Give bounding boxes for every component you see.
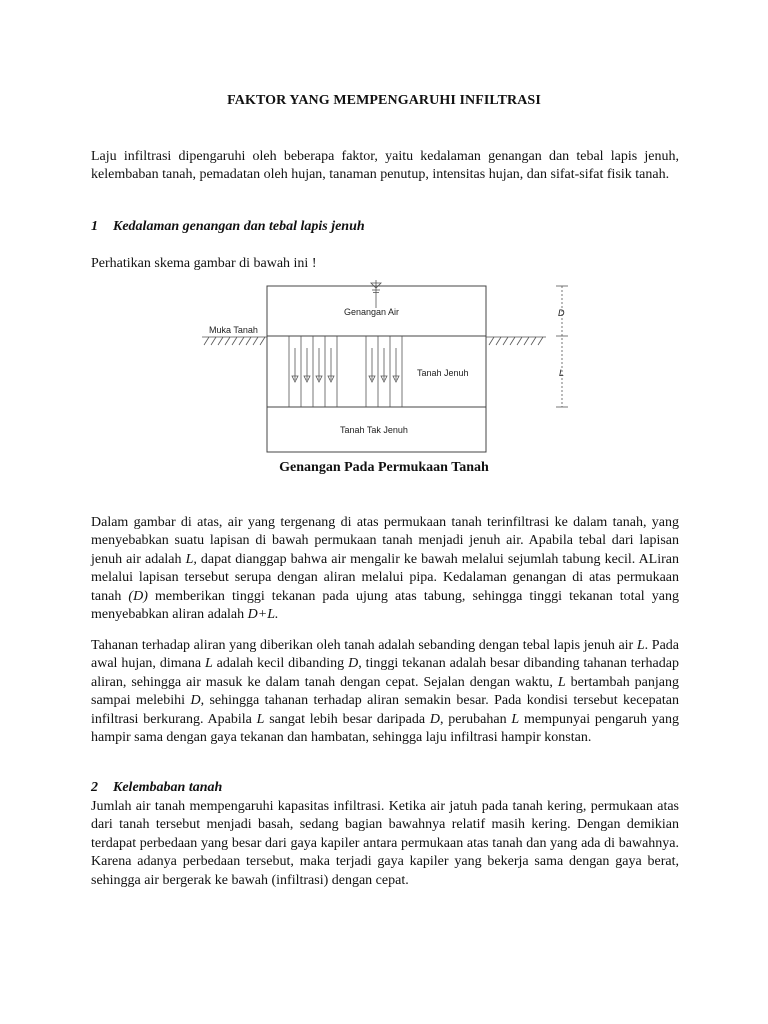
water-level-icon xyxy=(371,280,381,308)
flow-tubes-right xyxy=(366,336,402,407)
ponding-diagram xyxy=(196,276,580,458)
label-tanah-jenuh: Tanah Jenuh xyxy=(417,368,469,378)
figure-caption: Genangan Pada Permukaan Tanah xyxy=(279,460,489,475)
section-2-paragraph-1: Jumlah air tanah mempengaruhi kapasitas infiltrasi. Ketika air jatuh pada tanah kering, permukaan atas dari tanah tersebut menjadi basah, sedang bagian bawahnya relatif masih kering. Dengan demikian terdapat perbedaan yang besar dari gaya kapiler antara permukaan atas tanah dan yang ada di bawahnya. Karena adanya perbedaan tersebut, maka terjadi gaya kapiler yang bekerja sama dengan gaya berat, sehingga air bergerak ke bawah (infiltrasi) dengan cepat. xyxy=(91,799,679,888)
flow-tubes-left xyxy=(289,336,337,407)
dimension-lines xyxy=(556,286,568,407)
document-title: FAKTOR YANG MEMPENGARUHI INFILTRASI xyxy=(227,93,541,108)
section-1-number: 1 xyxy=(91,219,98,234)
ground-hatch-right xyxy=(486,337,546,345)
section-1-title: Kedalaman genangan dan tebal lapis jenuh xyxy=(113,219,365,234)
section-1-paragraph-1: Dalam gambar di atas, air yang tergenang di atas permukaan tanah terinfiltrasi ke dalam tanah, yang menyebabkan suatu lapisan di bawah permukaan tanah menjadi jenuh air. Apabila tebal dari lapisan jenuh air adalah L, dapat dianggap bahwa air mengalir ke bawah melalui sejumlah tabung kecil. ALiran melalui lapisan tersebut serupa dengan aliran melalui pipa. Kedalaman genangan di atas permukaan tanah (D) memberikan tinggi tekanan pada ujung atas tabung, sehingga tinggi tekanan total yang menyebabkan aliran adalah D+L. xyxy=(91,515,679,623)
section-2-number: 2 xyxy=(91,780,98,795)
label-tanah-tak-jenuh: Tanah Tak Jenuh xyxy=(340,425,408,435)
ground-hatch-left xyxy=(202,337,267,345)
label-D: D xyxy=(558,308,565,318)
label-muka-tanah: Muka Tanah xyxy=(209,325,258,335)
intro-paragraph: Laju infiltrasi dipengaruhi oleh beberapa faktor, yaitu kedalaman genangan dan tebal lapis jenuh, kelembaban tanah, pemadatan oleh hujan, tanaman penutup, intensitas hujan, dan sifat-sifat fisik tanah. xyxy=(91,149,679,183)
label-genangan-air: Genangan Air xyxy=(344,307,400,317)
label-L: L xyxy=(559,368,565,378)
section-1-lead: Perhatikan skema gambar di bawah ini ! xyxy=(91,256,317,271)
section-1-paragraph-2: Tahanan terhadap aliran yang diberikan oleh tanah adalah sebanding dengan tebal lapis jenuh air L. Pada awal hujan, dimana L adalah kecil dibanding D, tinggi tekanan adalah besar dibanding tahanan terhadap aliran, sehingga air masuk ke dalam tanah dengan cepat. Sejalan dengan waktu, L bertambah panjang sampai melebihi D, sehingga tahanan terhadap aliran semakin besar. Pada kondisi tersebut kecepatan infiltrasi berkurang. Apabila L sangat lebih besar daripada D, perubahan L mempunyai pengaruh yang hampir sama dengan gaya tekanan dan hambatan, sehingga laju infiltrasi hampir konstan. xyxy=(91,638,680,746)
section-2-title: Kelembaban tanah xyxy=(113,780,223,795)
section-1-heading xyxy=(91,219,365,235)
section-2-heading xyxy=(91,780,222,796)
